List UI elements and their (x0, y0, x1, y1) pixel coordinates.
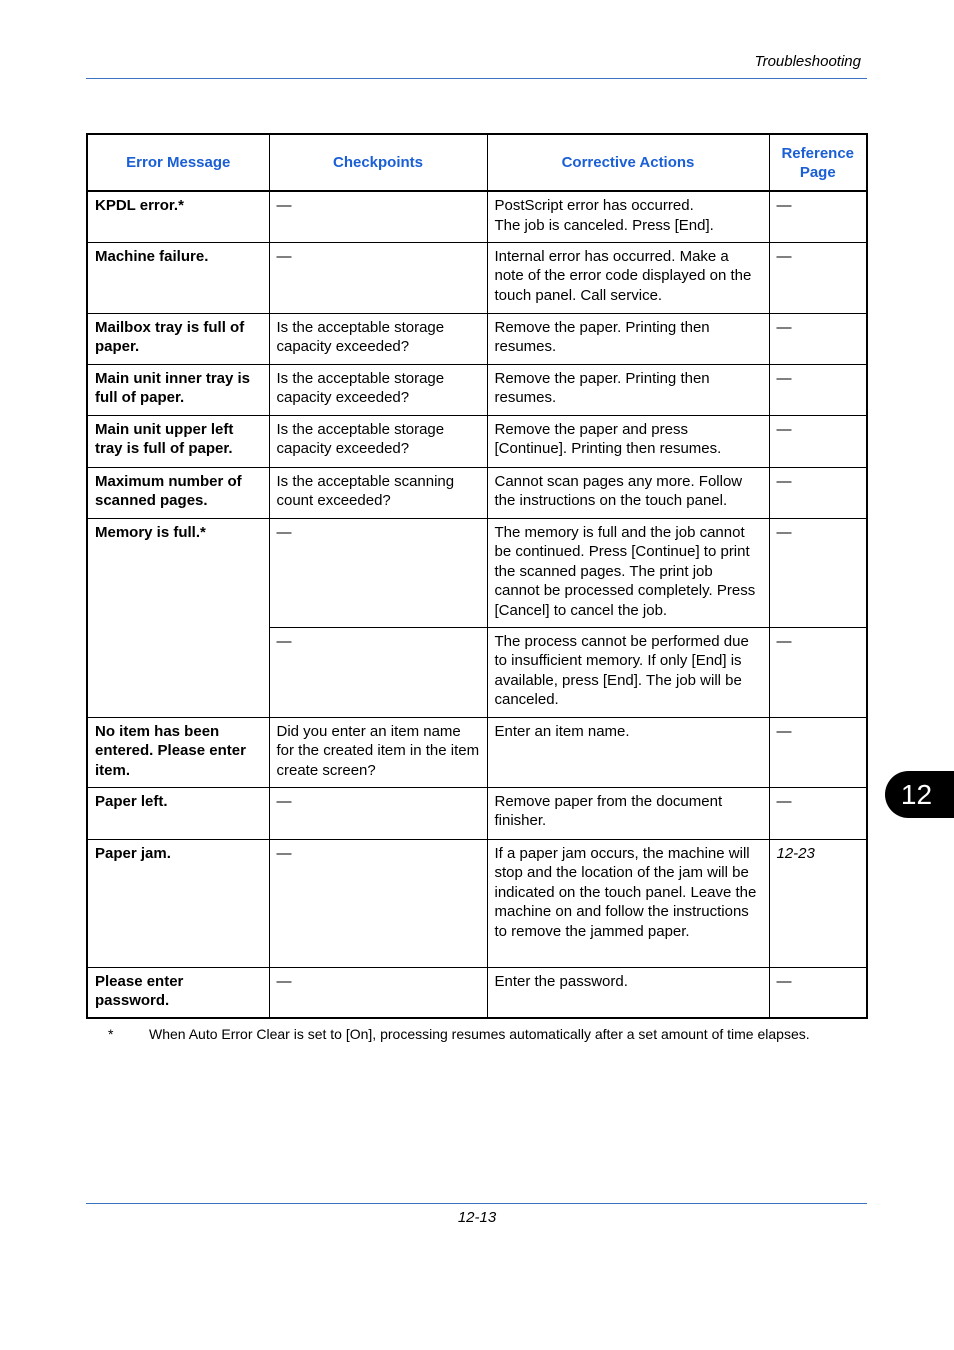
corrective-action-cell: Remove paper from the document finisher. (487, 787, 769, 839)
corrective-action-cell: Cannot scan pages any more. Follow the instructions on the touch panel. (487, 467, 769, 518)
table-row (87, 415, 867, 467)
footnote-mark: * (108, 1026, 114, 1042)
corrective-action-cell: The memory is full and the job cannot be continued. Press [Continue] to print the scanned pages. The print job cannot be processed completely. Press [Cancel] to cancel the job. (487, 518, 769, 627)
error-message-cell: Main unit inner tray is full of paper. (87, 364, 269, 415)
page-number: 12-13 (457, 1209, 497, 1226)
checkpoint-cell: — (269, 518, 487, 627)
reference-page-cell: — (769, 627, 867, 717)
checkpoint-cell: — (269, 191, 487, 242)
error-message-cell: Memory is full.* (87, 518, 269, 717)
reference-page-link[interactable]: 12-23 (769, 839, 867, 967)
table-row (87, 967, 867, 1018)
corrective-action-cell: Remove the paper and press [Continue]. Printing then resumes. (487, 415, 769, 467)
error-message-cell: Mailbox tray is full of paper. (87, 313, 269, 364)
error-message-cell: Machine failure. (87, 242, 269, 313)
checkpoint-cell: Is the acceptable scanning count exceeded? (269, 467, 487, 518)
checkpoint-cell: Is the acceptable storage capacity exceeded? (269, 364, 487, 415)
checkpoint-cell: — (269, 839, 487, 967)
error-message-cell: KPDL error.* (87, 191, 269, 242)
error-message-cell: Paper left. (87, 787, 269, 839)
table-row (87, 313, 867, 364)
error-message-table (86, 133, 868, 1019)
column-header-reference-page: Reference Page (769, 134, 867, 191)
checkpoint-cell: Is the acceptable storage capacity exceeded? (269, 415, 487, 467)
reference-page-cell: — (769, 518, 867, 627)
corrective-action-cell: PostScript error has occurred. The job is canceled. Press [End]. (487, 191, 769, 242)
checkpoint-cell: Is the acceptable storage capacity exceeded? (269, 313, 487, 364)
reference-page-cell: — (769, 967, 867, 1018)
corrective-action-cell: Enter the password. (487, 967, 769, 1018)
reference-page-cell: — (769, 467, 867, 518)
checkpoint-cell: Did you enter an item name for the created item in the item create screen? (269, 717, 487, 787)
corrective-action-cell: Remove the paper. Printing then resumes. (487, 364, 769, 415)
checkpoint-cell: — (269, 787, 487, 839)
error-message-cell: No item has been entered. Please enter item. (87, 717, 269, 787)
checkpoint-cell: — (269, 627, 487, 717)
checkpoint-cell: — (269, 967, 487, 1018)
corrective-action-cell: Enter an item name. (487, 717, 769, 787)
footer-rule (86, 1203, 867, 1204)
header-rule (86, 78, 867, 79)
reference-page-cell: — (769, 364, 867, 415)
corrective-action-cell: Internal error has occurred. Make a note of the error code displayed on the touch panel. Call service. (487, 242, 769, 313)
table-row (87, 364, 867, 415)
running-header: Troubleshooting (754, 53, 861, 70)
table-row (87, 242, 867, 313)
footnote (108, 1026, 810, 1042)
table-row (87, 518, 867, 627)
table-row (87, 717, 867, 787)
chapter-tab[interactable]: 12 (885, 771, 954, 818)
column-header-checkpoints: Checkpoints (269, 134, 487, 191)
column-header-corrective-actions: Corrective Actions (487, 134, 769, 191)
error-message-cell: Please enter password. (87, 967, 269, 1018)
table-row (87, 787, 867, 839)
table-row (87, 191, 867, 242)
reference-page-cell: — (769, 787, 867, 839)
reference-page-cell: — (769, 717, 867, 787)
reference-page-cell: — (769, 191, 867, 242)
corrective-action-cell: If a paper jam occurs, the machine will stop and the location of the jam will be indicated on the touch panel. Leave the machine on and follow the instructions to remove the jammed paper. (487, 839, 769, 967)
column-header-error-message: Error Message (87, 134, 269, 191)
corrective-action-cell: The process cannot be performed due to insufficient memory. If only [End] is available, press [End]. The job will be canceled. (487, 627, 769, 717)
reference-page-cell: — (769, 313, 867, 364)
error-message-cell: Maximum number of scanned pages. (87, 467, 269, 518)
error-message-cell: Paper jam. (87, 839, 269, 967)
reference-page-cell: — (769, 242, 867, 313)
table-row (87, 839, 867, 967)
error-message-cell: Main unit upper left tray is full of paper. (87, 415, 269, 467)
corrective-action-cell: Remove the paper. Printing then resumes. (487, 313, 769, 364)
reference-page-cell: — (769, 415, 867, 467)
checkpoint-cell: — (269, 242, 487, 313)
footnote-text: When Auto Error Clear is set to [On], processing resumes automatically after a set amount of time elapses. (149, 1026, 810, 1042)
table-row (87, 467, 867, 518)
table-header-row (87, 134, 867, 191)
